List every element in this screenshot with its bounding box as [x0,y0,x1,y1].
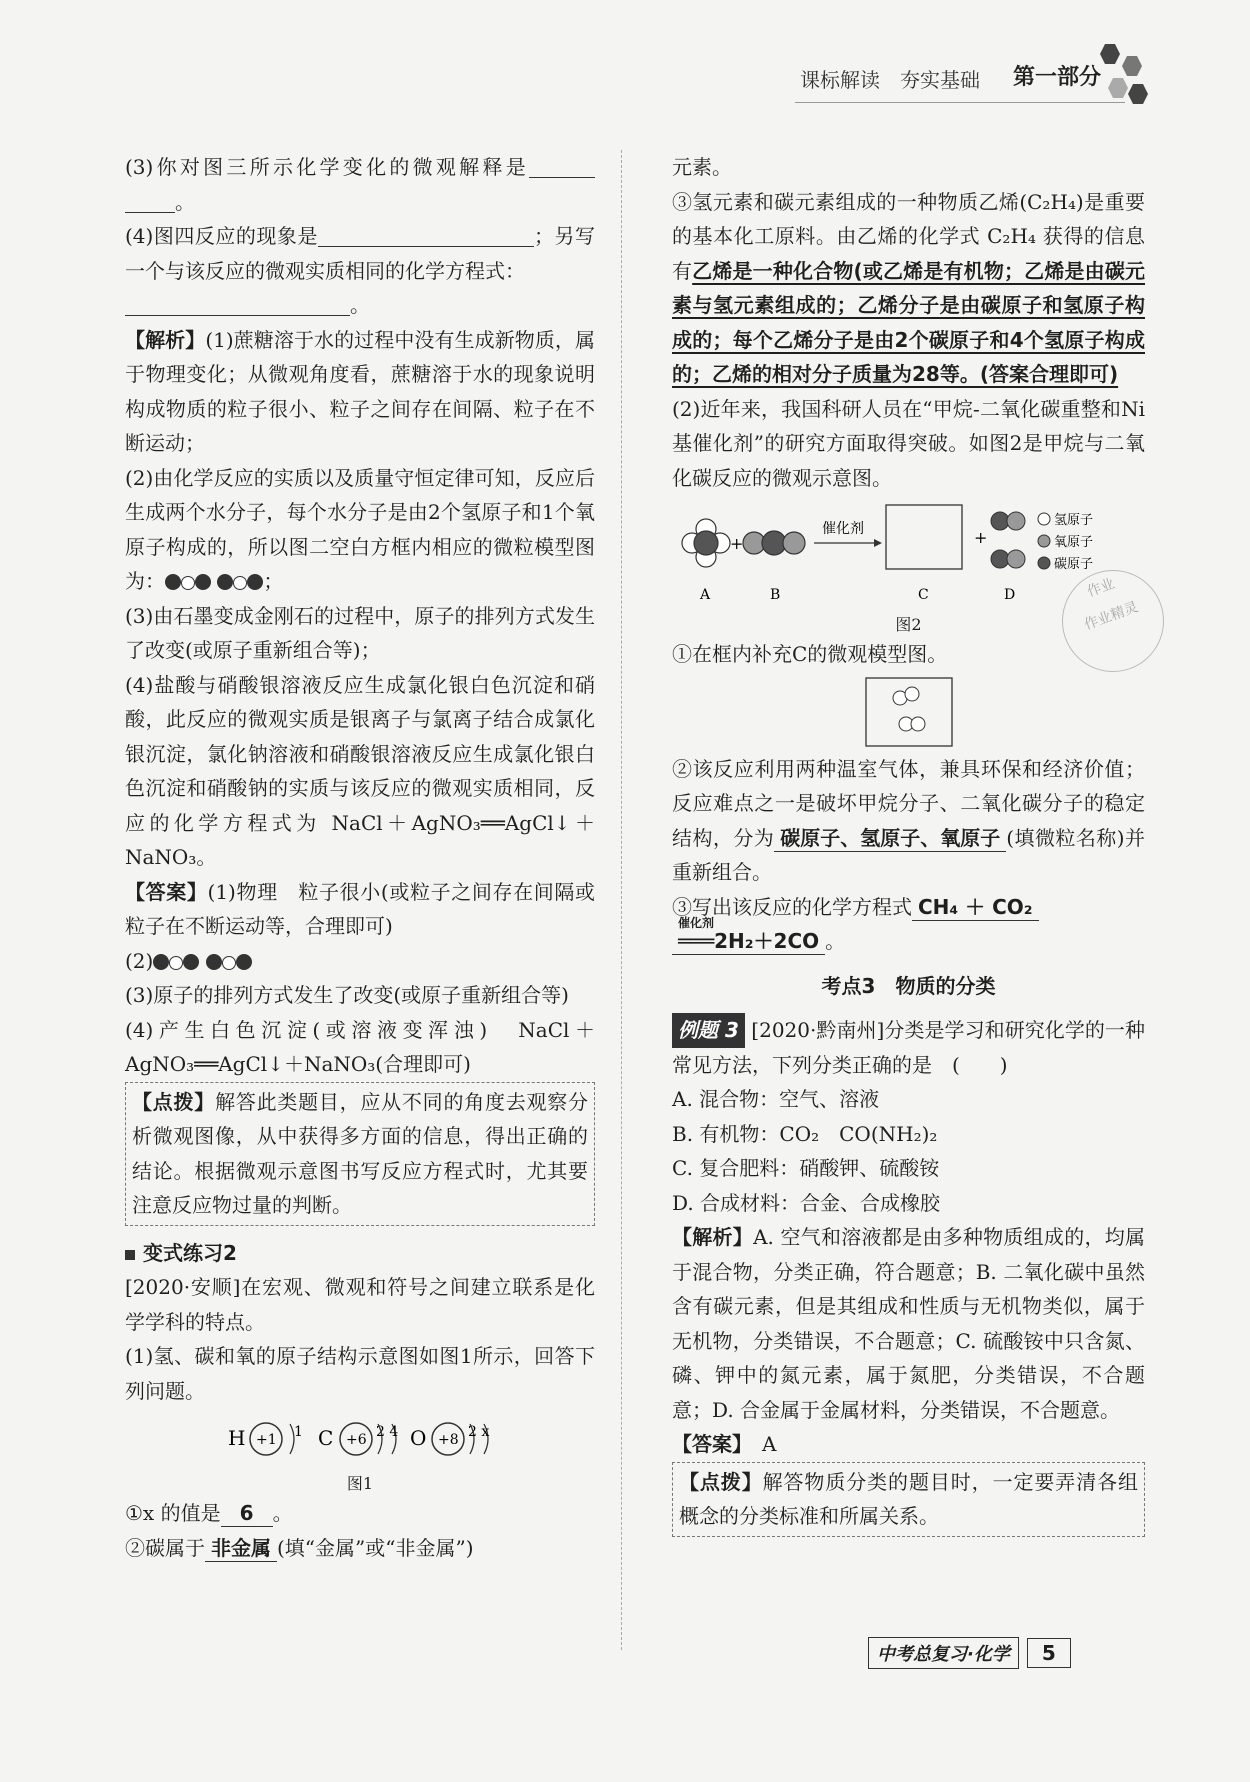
analysis-3: (3)由石墨变成金刚石的过程中，原子的排列方式发生了改变(或原子重新组合等)； [125,603,595,662]
svg-text:催化剂: 催化剂 [821,521,864,537]
methane-intro: (2)近年来，我国科研人员在“甲烷-二氧化碳重整和Ni基催化剂”的研究方面取得突破。如图2是甲烷与二氧化碳反应的微观示意图。 [672,396,1145,490]
svg-text:+8: +8 [438,1432,459,1448]
hexagon-decoration [1128,84,1148,104]
svg-text:2 x: 2 x [468,1424,490,1440]
analysis-4: (4)盐酸与硝酸银溶液反应生成氯化银白色沉淀和硝酸，此反应的微观实质是银离子与氯离子结合成氯化银沉淀，氯化钠溶液和硝酸银溶液反应生成氯化银白色沉淀和硝酸钠的实质与该反应的微观实质相同，反应的化学方程式为 NaCl＋AgNO₃══AgCl↓＋NaNO₃。 [125,672,595,869]
subq-1: ①在框内补充C的微观模型图。 [672,642,948,666]
question-4: (4)图四反应的现象是 ；另写一个与该反应的微观实质相同的化学方程式： [125,224,595,283]
subq-3: ③写出该反应的化学方程式 CH₄ ＋ CO₂ [672,890,1145,925]
ethylene-question: ③氢元素和碳元素组成的一种物质乙烯(C₂H₄)是重要的基本化工原料。由乙烯的化学式 C₂H₄ 获得的信息有乙烯是一种化合物(或乙烯是有机物；乙烯是由碳元素与氢元素组成的；乙烯分子是由碳原子和氢原子构成的；每个乙烯分子是由2个碳原子和4个氢原子构成的；乙烯的相对分子质量为28等。(答案合理即可) [672,189,1146,386]
header-rule [795,102,1125,103]
option-a: A. 混合物：空气、溶液 [672,1087,880,1111]
example-analysis: 【解析】A. 空气和溶液都是由多种物质组成的，均属于混合物，分类正确，符合题意；B. 二氧化碳中虽然含有碳元素，但是其组成和性质与无机物类似，属于无机物，分类错误，不合题意；C. 硫酸铵中只含氮、磷、钾中的氮元素，属于氮肥，分类错误，不合题意；D. 合金属于金属材料，分类错误，不合题意。 [672,1225,1145,1422]
header-part: 第一部分 [1013,65,1102,90]
figure-1-atoms [210,1412,510,1468]
option-b: B. 有机物：CO₂ CO(NH₂)₂ [672,1121,938,1146]
element-end: 元素。 [672,155,732,179]
subq-2: ②该反应利用两种温室气体，兼具环保和经济价值；反应难点之一是破坏甲烷分子、二氧化碳分子的稳定结构，分为 碳原子、氢原子、氧原子 (填微粒名称)并重新组合。 [672,756,1145,884]
answer-1: 【答案】(1)物理 粒子很小(或粒子之间存在间隔或粒子在不断运动等，合理即可) [125,879,596,938]
analysis-block: 【解析】(1)蔗糖溶于水的过程中没有生成新物质，属于物理变化；从微观角度看，蔗糖溶于水的现象说明构成物质的粒子很小、粒子之间存在间隔、粒子在不断运动； [125,327,595,455]
atom-h-symbol: H [228,1426,246,1450]
option-c: C. 复合肥料：硝酸钾、硫酸铵 [672,1156,940,1180]
question-carbon: ②碳属于 非金属 (填“金属”或“非金属”) [125,1535,474,1560]
example-answer: 【答案】 A [672,1432,777,1456]
atom-c-symbol: C [318,1426,334,1450]
hexagon-decoration [1100,44,1120,64]
figure-2-box-c [886,505,962,569]
footer-brand: 中考总复习·化学 [868,1637,1019,1669]
question-3: (3)你对图三所示化学变化的微观解释是 。 [125,150,595,219]
footer [868,1636,1071,1670]
page-number: 5 [1027,1638,1071,1668]
figure-2-caption: 图2 [895,615,922,634]
svg-text:+6: +6 [346,1432,367,1448]
svg-text:B: B [769,587,780,603]
example-tip: 【点拨】解答物质分类的题目时，一定要弄清各组概念的分类标准和所属关系。 [672,1462,1145,1537]
answer-3: (3)原子的排列方式发生了改变(或原子重新组合等) [125,983,569,1007]
svg-text:D: D [1003,587,1015,603]
answer-2: (2) [125,944,595,979]
tip-box: 【点拨】解答此类题目，应从不同的角度去观察分析微观图像，从中获得多方面的信息，得出正确的结论。根据微观示意图书写反应方程式时，尤其要注意反应物过量的判断。 [125,1082,595,1226]
section-title: 考点3 物质的分类 [821,973,996,998]
question-4-blank: 。 [125,288,595,323]
watermark-stamp: 作业 作业精灵 [1048,556,1179,687]
svg-text:1: 1 [294,1424,303,1440]
svg-text:碳原子: 碳原子 [1053,557,1093,572]
answer-model-box [864,676,954,748]
figure-1-caption: 图1 [346,1474,374,1493]
variant-exercise-title: 变式练习2 [125,1236,595,1271]
hexagon-decoration [1122,56,1142,76]
column-divider [621,150,622,1650]
option-d: D. 合成材料：合金、合成橡胶 [672,1190,941,1215]
question-x: ①x 的值是 6 。 [125,1501,293,1525]
left-column [125,150,595,1565]
svg-text:氧原子: 氧原子 [1053,535,1093,550]
analysis-2: (2)由化学反应的实质以及质量守恒定律可知，反应后生成两个水分子，每个水分子是由2个氢原子和1个氧原子构成的，所以图二空白方框内相应的微粒模型图为： ； [125,465,595,593]
variant-stem: [2020·安顺]在宏观、微观和符号之间建立联系是化学学科的特点。 [125,1275,595,1334]
atom-o-symbol: O [410,1426,427,1450]
header-subtitle: 课标解读 夯实基础 [800,68,980,92]
right-column [672,150,1145,1537]
hexagon-decoration [1108,78,1128,98]
svg-text:C: C [917,587,929,603]
svg-text:+1: +1 [256,1432,277,1448]
example-question: 例题 3 [2020·黔南州]分类是学习和研究化学的一种常见方法，下列分类正确的是 ( ) [672,1013,1145,1082]
answer-4: (4)产生白色沉淀(或溶液变浑浊) NaCl＋AgNO₃══AgCl↓＋NaNO₃(合理即可) [125,1017,595,1076]
svg-text:+: + [729,534,743,553]
svg-text:2 4: 2 4 [376,1424,399,1440]
variant-q1: (1)氢、碳和氧的原子结构示意图如图1所示，回答下列问题。 [125,1344,595,1403]
svg-text:+: + [973,528,987,547]
svg-text:A: A [699,587,710,603]
equation: 催化剂 ═══2H₂＋2CO 。 [672,924,1145,959]
svg-text:氢原子: 氢原子 [1053,513,1093,528]
